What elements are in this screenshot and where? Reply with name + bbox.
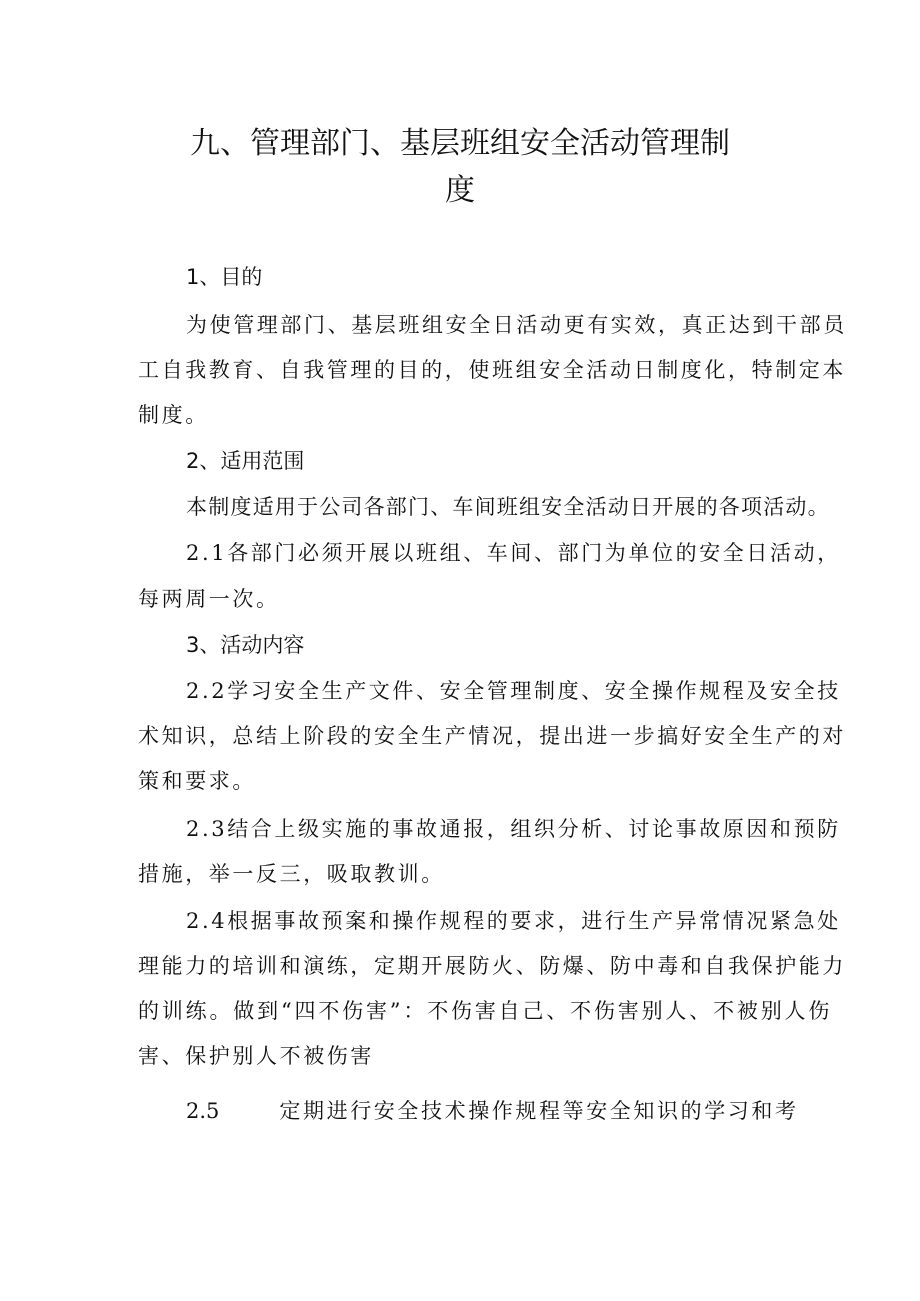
item-number: 2.5 [186, 1099, 220, 1123]
paragraph-line: 每两周一次。 [138, 587, 280, 611]
item-text: 定期进行安全技术操作规程等安全知识的学习和考 [279, 1099, 799, 1123]
paragraph-line [186, 1096, 799, 1126]
paragraph-line: 为使管理部门、基层班组安全日活动更有实效，真正达到干部员 [186, 313, 847, 337]
section-heading-purpose: 1、目的 [186, 265, 263, 289]
paragraph-line: 工自我教育、自我管理的目的，使班组安全活动日制度化，特制定本 [138, 358, 846, 382]
paragraph-line: 术知识，总结上阶段的安全生产情况，提出进一步搞好安全生产的对 [138, 724, 846, 748]
paragraph-line: 2.1各部门必须开展以班组、车间、部门为单位的安全日活动， [186, 541, 841, 565]
document-title-line-1: 九、管理部门、基层班组安全活动管理制 [190, 126, 730, 161]
paragraph-line: 策和要求。 [138, 769, 256, 793]
paragraph-line: 措施，举一反三，吸取教训。 [138, 862, 445, 886]
paragraph-line: 2.4根据事故预案和操作规程的要求，进行生产异常情况紧急处 [186, 909, 841, 933]
paragraph-line: 本制度适用于公司各部门、车间班组安全活动日开展的各项活动。 [186, 495, 830, 519]
paragraph-line: 的训练。做到“四不伤害”：不伤害自己、不伤害别人、不被别人伤 [138, 999, 832, 1023]
paragraph-line: 害、保护别人不被伤害 [138, 1044, 374, 1068]
section-heading-scope: 2、适用范围 [186, 449, 305, 473]
paragraph-line: 2.2学习安全生产文件、安全管理制度、安全操作规程及安全技 [186, 679, 841, 703]
paragraph-line: 制度。 [138, 403, 209, 427]
paragraph-line: 理能力的培训和演练，定期开展防火、防爆、防中毒和自我保护能力 [138, 954, 846, 978]
paragraph-line: 2.3结合上级实施的事故通报，组织分析、讨论事故原因和预防 [186, 817, 841, 841]
section-heading-content: 3、活动内容 [186, 633, 305, 657]
document-title-line-2: 度 [445, 173, 475, 208]
